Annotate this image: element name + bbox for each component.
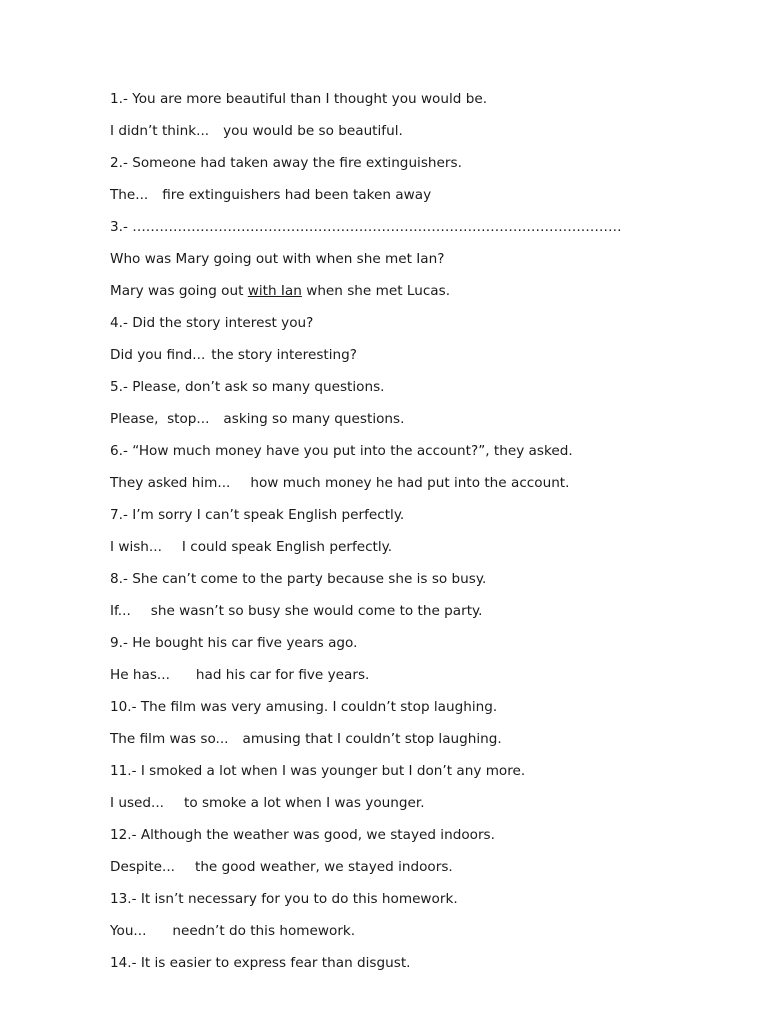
- answer-8: [110, 602, 482, 620]
- question-13: 13.- It isn’t necessary for you to do this homework.: [110, 891, 458, 907]
- sentence-start: Mary was going out: [110, 283, 248, 299]
- answer-3-sentence: [110, 282, 450, 300]
- answer-text: she wasn’t so busy she would come to the party.: [150, 603, 483, 619]
- question-6: 6.- “How much money have you put into the account?”, they asked.: [110, 443, 573, 459]
- answer-2: [110, 186, 431, 204]
- answer-text: amusing that I couldn’t stop laughing.: [242, 731, 502, 747]
- answer-prompt: The film was so...: [110, 731, 229, 747]
- answer-prompt: Despite...: [110, 859, 175, 875]
- answer-text: the good weather, we stayed indoors.: [194, 859, 453, 875]
- question-7: 7.- I’m sorry I can’t speak English perfectly.: [110, 507, 405, 523]
- answer-prompt: He has...: [110, 667, 170, 683]
- answer-prompt: The...: [110, 187, 149, 203]
- answer-3-question: Who was Mary going out with when she met Ian?: [110, 251, 445, 267]
- answer-9: [110, 666, 369, 684]
- question-3-blank: 3.- ………………………………………………………………………………………………: [110, 219, 622, 235]
- answer-10: [110, 730, 502, 748]
- answer-12: [110, 858, 453, 876]
- question-5: 5.- Please, don’t ask so many questions.: [110, 379, 385, 395]
- answer-prompt: Please, stop...: [110, 411, 210, 427]
- question-1: 1.- You are more beautiful than I thought you would be.: [110, 91, 488, 107]
- answer-11: [110, 794, 425, 812]
- answer-1: [110, 122, 403, 140]
- answer-prompt: If...: [110, 603, 131, 619]
- answer-text: asking so many questions.: [223, 411, 405, 427]
- answer-text: to smoke a lot when I was younger.: [183, 795, 425, 811]
- answer-prompt: I wish...: [110, 539, 162, 555]
- sentence-end: when she met Lucas.: [301, 283, 451, 299]
- answer-prompt: You...: [110, 923, 147, 939]
- answer-text: the story interesting?: [211, 347, 357, 363]
- question-4: 4.- Did the story interest you?: [110, 315, 314, 331]
- answer-prompt: I used...: [110, 795, 164, 811]
- answer-text: needn’t do this homework.: [172, 923, 356, 939]
- answer-13: [110, 922, 355, 940]
- answer-text: had his car for five years.: [195, 667, 370, 683]
- question-11: 11.- I smoked a lot when I was younger but I don’t any more.: [110, 763, 526, 779]
- question-2: 2.- Someone had taken away the fire extinguishers.: [110, 155, 462, 171]
- answer-text: you would be so beautiful.: [223, 123, 403, 139]
- answer-prompt: I didn’t think...: [110, 123, 210, 139]
- answer-4: [110, 346, 357, 364]
- underlined-phrase: with Ian: [247, 283, 302, 299]
- answer-text: how much money he had put into the account.: [250, 475, 570, 491]
- question-9: 9.- He bought his car five years ago.: [110, 635, 358, 651]
- answer-prompt: Did you find...: [110, 347, 206, 363]
- answer-text: fire extinguishers had been taken away: [162, 187, 432, 203]
- answer-7: [110, 538, 392, 556]
- answer-prompt: They asked him...: [110, 475, 231, 491]
- question-10: 10.- The film was very amusing. I couldn’t stop laughing.: [110, 699, 498, 715]
- question-14: 14.- It is easier to express fear than disgust.: [110, 955, 411, 971]
- question-8: 8.- She can’t come to the party because she is so busy.: [110, 571, 487, 587]
- answer-6: [110, 474, 569, 492]
- question-12: 12.- Although the weather was good, we stayed indoors.: [110, 827, 495, 843]
- answer-text: I could speak English perfectly.: [181, 539, 393, 555]
- answer-5: [110, 410, 404, 428]
